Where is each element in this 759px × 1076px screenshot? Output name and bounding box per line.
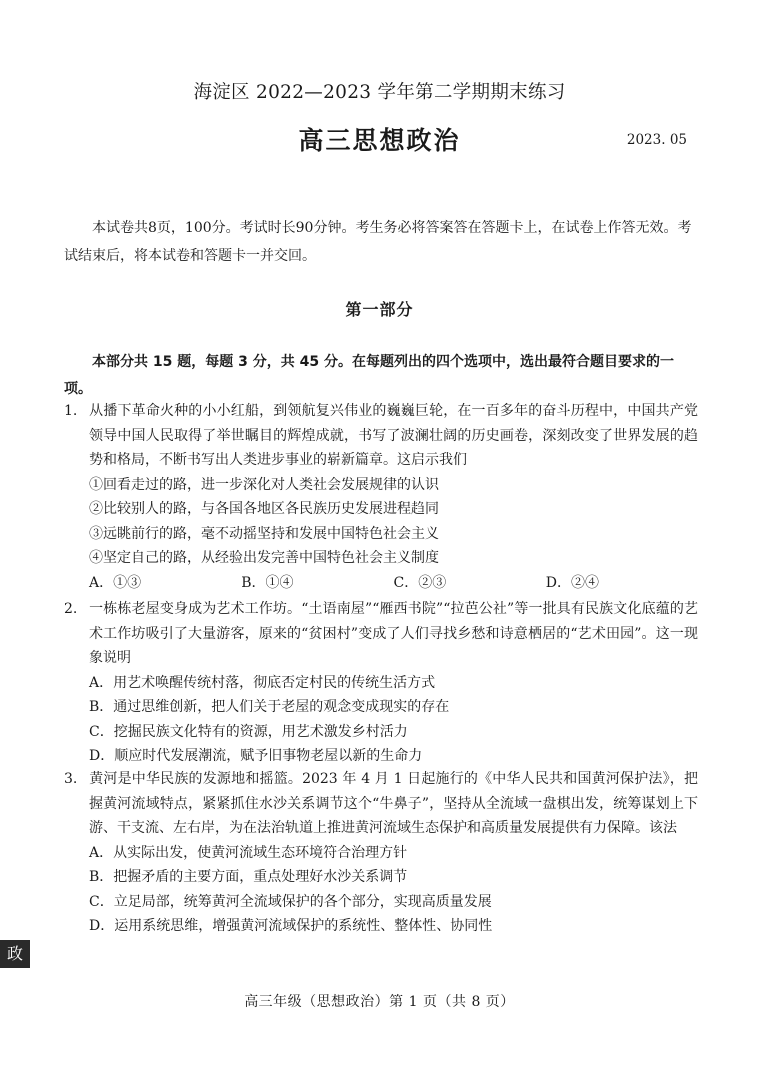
question-number: 1. xyxy=(64,403,78,419)
section-instructions: 本部分共 15 题，每题 3 分，共 45 分。在每题列出的四个选项中，选出最符合题目要求的一项。 xyxy=(64,354,674,397)
option-c: C．立足局部，统筹黄河全流域保护的各个部分，实现高质量发展 xyxy=(89,893,492,910)
option-a: A．从实际出发，使黄河流域生态环境符合治理方针 xyxy=(89,844,408,861)
option-b: B．①④ xyxy=(241,574,294,591)
exam-date: 2023. 05 xyxy=(626,132,687,148)
question-1 xyxy=(64,399,698,595)
part-title: 第一部分 xyxy=(345,300,414,319)
option-b: B．通过思维创新，把人们关于老屋的观念变成现实的存在 xyxy=(89,699,450,715)
exam-instructions: 本试卷共8页，100分。考试时长90分钟。考生务必将答案答在答题卡上，在试卷上作答无效。考试结束后，将本试卷和答题卡一并交回。 xyxy=(64,220,692,264)
question-number: 2. xyxy=(64,601,78,617)
subject-title: 高三思想政治 xyxy=(298,126,461,155)
option-d: D．②④ xyxy=(545,574,599,591)
option-b: B．把握矛盾的主要方面，重点处理好水沙关系调节 xyxy=(89,869,408,885)
statement-4: ④坚定自己的路，从经验出发完善中国特色社会主义制度 xyxy=(89,550,439,566)
question-text: 黄河是中华民族的发源地和摇篮。2023 年 4 月 1 日起施行的《中华人民共和国黄河保护法》，把握黄河流域特点，紧紧抓住水沙关系调节这个“牛鼻子”，坚持从全流域一盘棋出发，统筹谋划上下游、干支流、左右岸，为在法治轨道上推进黄河流域生态保护和高质量发展提供有力保障。该法 xyxy=(89,771,698,836)
page-footer: 高三年级（思想政治）第 1 页（共 8 页） xyxy=(244,994,515,1010)
option-c: C．②③ xyxy=(393,574,447,591)
option-d: D．运用系统思维，增强黄河流域保护的系统性、整体性、协同性 xyxy=(89,918,493,934)
option-a: A．用艺术唤醒传统村落，彻底否定村民的传统生活方式 xyxy=(89,674,436,691)
question-3 xyxy=(64,767,698,939)
statement-1: ①回看走过的路，进一步深化对人类社会发展规律的认识 xyxy=(89,476,439,493)
exam-title: 海淀区 2022—2023 学年第二学期期末练习 xyxy=(193,82,566,103)
question-text: 从播下革命火种的小小红船，到领航复兴伟业的巍巍巨轮，在一百多年的奋斗历程中，中国共产党领导中国人民取得了举世瞩目的辉煌成就，书写了波澜壮阔的历史画卷，深刻改变了世界发展的趋势和格局，不断书写出人类进步事业的崭新篇章。这启示我们 xyxy=(89,403,698,468)
option-d: D．顺应时代发展潮流，赋予旧事物老屋以新的生命力 xyxy=(89,748,423,764)
subject-side-tab: 政 xyxy=(0,940,30,968)
statement-2: ②比较别人的路，与各国各地区各民族历史发展进程趋同 xyxy=(89,501,439,517)
question-stem xyxy=(64,399,698,473)
question-2 xyxy=(64,597,698,769)
option-c: C．挖掘民族文化特有的资源，用艺术激发乡村活力 xyxy=(89,723,408,740)
question-text: 一栋栋老屋变身成为艺术工作坊。“土语南屋”“雁西书院”“拉芭公社”等一批具有民族文化底蕴的艺术工作坊吸引了大量游客，原来的“贫困村”变成了人们寻找乡愁和诗意栖居的“艺术田园”。这一现象说明 xyxy=(89,601,698,666)
question-stem xyxy=(64,767,698,841)
question-number: 3. xyxy=(64,771,78,787)
statement-3: ③远眺前行的路，毫不动摇坚持和发展中国特色社会主义 xyxy=(89,525,439,542)
option-a: A．①③ xyxy=(89,574,142,591)
question-stem xyxy=(64,597,698,671)
answer-options xyxy=(64,571,698,596)
